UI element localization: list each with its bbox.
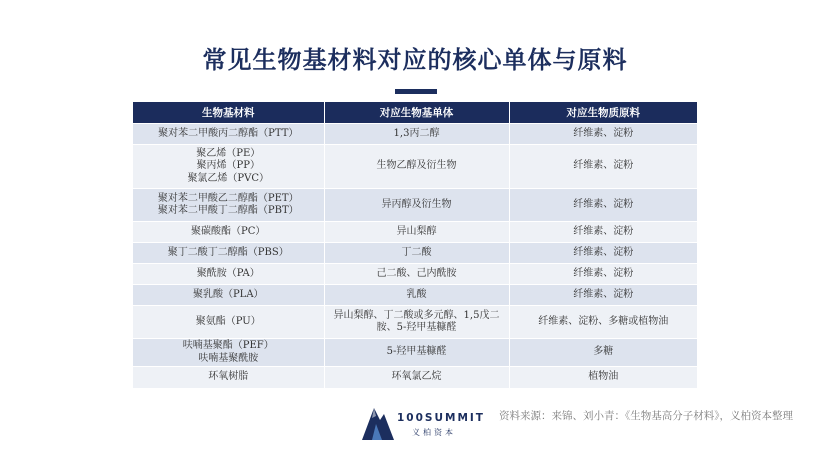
- cell-material: 聚碳酸酯（PC）: [133, 222, 324, 243]
- table-row: [133, 222, 697, 243]
- table-row: [133, 243, 697, 264]
- cell-monomer: 乳酸: [324, 285, 509, 306]
- page-title: 常见生物基材料对应的核心单体与原料: [202, 45, 628, 74]
- cell-feedstock: 纤维素、淀粉: [509, 243, 697, 264]
- cell-monomer: 丁二酸: [324, 243, 509, 264]
- logo-subname: 义柏资本: [412, 428, 456, 437]
- cell-material: 呋喃基聚酯（PEF） 呋喃基聚酰胺: [133, 339, 324, 367]
- table-header-row: [133, 102, 697, 124]
- cell-feedstock: 纤维素、淀粉: [509, 189, 697, 222]
- table-row: [133, 367, 697, 388]
- cell-material: 环氧树脂: [133, 367, 324, 388]
- cell-feedstock: 纤维素、淀粉: [509, 124, 697, 145]
- cell-feedstock: 纤维素、淀粉: [509, 285, 697, 306]
- cell-material: 聚乙烯（PE） 聚丙烯（PP） 聚氯乙烯（PVC）: [133, 145, 324, 189]
- cell-material: 聚酰胺（PA）: [133, 264, 324, 285]
- cell-monomer: 异丙醇及衍生物: [324, 189, 509, 222]
- table-row: [133, 285, 697, 306]
- cell-feedstock: 纤维素、淀粉: [509, 222, 697, 243]
- table-row: [133, 189, 697, 222]
- cell-feedstock: 纤维素、淀粉: [509, 264, 697, 285]
- table-row: [133, 306, 697, 339]
- cell-monomer: 生物乙醇及衍生物: [324, 145, 509, 189]
- header-feedstock: 对应生物质原料: [509, 102, 697, 124]
- table-row: [133, 124, 697, 145]
- table-row: [133, 264, 697, 285]
- cell-feedstock: 纤维素、淀粉、多糖或植物油: [509, 306, 697, 339]
- cell-feedstock: 纤维素、淀粉: [509, 145, 697, 189]
- cell-monomer: 环氧氯乙烷: [324, 367, 509, 388]
- cell-material: 聚氨酯（PU）: [133, 306, 324, 339]
- cell-material: 聚对苯二甲酸乙二醇酯（PET） 聚对苯二甲酸丁二醇酯（PBT）: [133, 189, 324, 222]
- logo-name: 100SUMMIT: [397, 412, 485, 424]
- title-underline: [395, 89, 437, 94]
- table-row: [133, 145, 697, 189]
- cell-monomer: 异山梨醇: [324, 222, 509, 243]
- table-row: [133, 339, 697, 367]
- header-monomer: 对应生物基单体: [324, 102, 509, 124]
- cell-monomer: 5-羟甲基糠醛: [324, 339, 509, 367]
- cell-feedstock: 多糖: [509, 339, 697, 367]
- source-note: 资料来源：来锦、刘小青：《生物基高分子材料》，义柏资本整理: [499, 410, 793, 422]
- cell-monomer: 己二酸、己内酰胺: [324, 264, 509, 285]
- cell-monomer: 1,3丙二醇: [324, 124, 509, 145]
- cell-material: 聚对苯二甲酸丙二醇酯（PTT）: [133, 124, 324, 145]
- cell-material: 聚丁二酸丁二醇酯（PBS）: [133, 243, 324, 264]
- header-material: 生物基材料: [133, 102, 324, 124]
- cell-monomer: 异山梨醇、丁二酸或多元醇、1,5戊二 胺、5-羟甲基糠醛: [324, 306, 509, 339]
- cell-feedstock: 植物油: [509, 367, 697, 388]
- materials-table: [133, 102, 697, 388]
- cell-material: 聚乳酸（PLA）: [133, 285, 324, 306]
